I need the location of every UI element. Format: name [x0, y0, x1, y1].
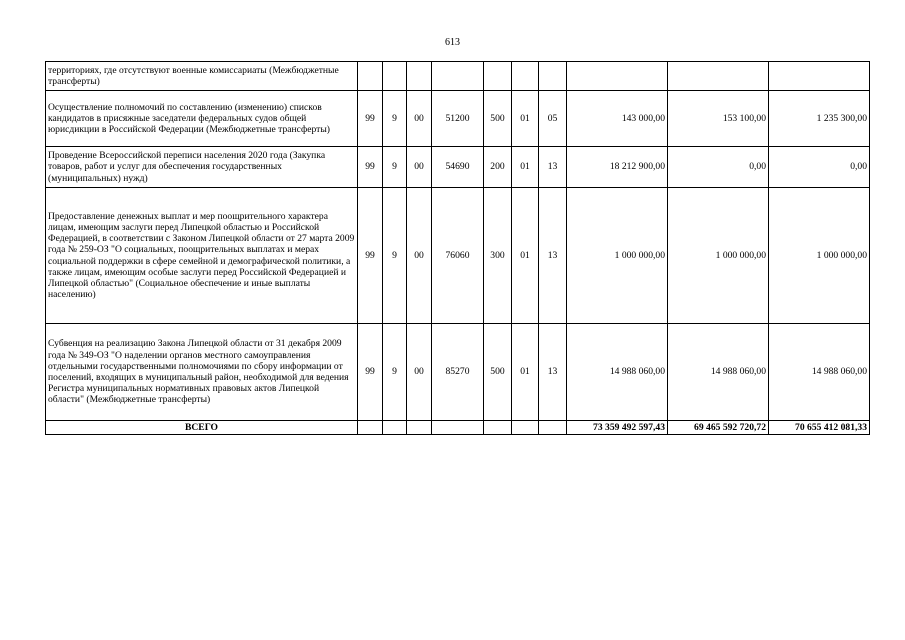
code-cell — [383, 421, 407, 435]
page-number: 613 — [445, 37, 460, 48]
code-cell — [432, 421, 484, 435]
code-cell: 9 — [383, 91, 407, 147]
code-cell: 13 — [539, 324, 567, 421]
code-cell: 9 — [383, 147, 407, 188]
code-cell: 13 — [539, 188, 567, 324]
row-description: Осуществление полномочий по составлению (изменению) списков кандидатов в присяжные заседатели федеральных судов общей юрисдикции в Российской Федерации (Межбюджетные трансферты) — [46, 91, 358, 147]
code-cell — [407, 421, 432, 435]
code-cell: 00 — [407, 91, 432, 147]
amount-year-2 — [668, 62, 769, 91]
table-row — [46, 147, 870, 188]
amount-year-3 — [769, 62, 870, 91]
code-cell: 500 — [484, 324, 512, 421]
code-cell — [358, 62, 383, 91]
row-description: Субвенция на реализацию Закона Липецкой области от 31 декабря 2009 года № 349-ОЗ "О наделении органов местного самоуправления отдельными государственными полномочиями по сбору информации от поселений, входящих в муниципальный район, необходимой для ведения Регистра муниципальных нормативных правовых актов Липецкой области" (Межбюджетные трансферты) — [46, 324, 358, 421]
code-cell: 01 — [512, 147, 539, 188]
code-cell — [432, 62, 484, 91]
total-label: ВСЕГО — [46, 421, 358, 435]
code-cell: 05 — [539, 91, 567, 147]
code-cell: 99 — [358, 324, 383, 421]
amount-year-2: 14 988 060,00 — [668, 324, 769, 421]
row-description: территориях, где отсутствуют военные комиссариаты (Межбюджетные трансферты) — [46, 62, 358, 91]
amount-year-1 — [567, 62, 668, 91]
amount-year-3: 14 988 060,00 — [769, 324, 870, 421]
code-cell: 85270 — [432, 324, 484, 421]
code-cell — [512, 421, 539, 435]
code-cell: 00 — [407, 188, 432, 324]
code-cell: 13 — [539, 147, 567, 188]
amount-year-3: 0,00 — [769, 147, 870, 188]
code-cell: 99 — [358, 188, 383, 324]
code-cell — [358, 421, 383, 435]
code-cell: 01 — [512, 188, 539, 324]
code-cell: 99 — [358, 147, 383, 188]
code-cell: 99 — [358, 91, 383, 147]
table-row — [46, 188, 870, 324]
code-cell — [484, 421, 512, 435]
total-year-2: 69 465 592 720,72 — [668, 421, 769, 435]
budget-table — [45, 61, 870, 435]
row-description: Предоставление денежных выплат и мер поощрительного характера лицам, имеющим заслуги перед Липецкой областью и Российской Федерацией, в соответствии с Законом Липецкой области от 27 марта 2009 года № 259-ОЗ "О социальных, поощрительных выплатах и мерах социальной поддержки в сфере семейной и демографической политики, а также лицам, имеющим особые заслуги перед Российской Федерацией и Липецкой областью" (Социальное обеспечение и иные выплаты населению) — [46, 188, 358, 324]
total-year-1: 73 359 492 597,43 — [567, 421, 668, 435]
table-row — [46, 324, 870, 421]
code-cell — [539, 421, 567, 435]
code-cell — [512, 62, 539, 91]
total-year-3: 70 655 412 081,33 — [769, 421, 870, 435]
code-cell — [539, 62, 567, 91]
code-cell: 9 — [383, 324, 407, 421]
code-cell: 500 — [484, 91, 512, 147]
total-row — [46, 421, 870, 435]
code-cell: 54690 — [432, 147, 484, 188]
code-cell: 00 — [407, 147, 432, 188]
amount-year-3: 1 235 300,00 — [769, 91, 870, 147]
code-cell — [383, 62, 407, 91]
table-row — [46, 62, 870, 91]
amount-year-2: 0,00 — [668, 147, 769, 188]
code-cell: 300 — [484, 188, 512, 324]
amount-year-1: 18 212 900,00 — [567, 147, 668, 188]
code-cell: 01 — [512, 324, 539, 421]
code-cell: 200 — [484, 147, 512, 188]
table-row — [46, 91, 870, 147]
code-cell: 51200 — [432, 91, 484, 147]
amount-year-3: 1 000 000,00 — [769, 188, 870, 324]
amount-year-1: 14 988 060,00 — [567, 324, 668, 421]
amount-year-2: 153 100,00 — [668, 91, 769, 147]
code-cell: 9 — [383, 188, 407, 324]
row-description: Проведение Всероссийской переписи населения 2020 года (Закупка товаров, работ и услуг для обеспечения государственных (муниципальных) нужд) — [46, 147, 358, 188]
code-cell — [407, 62, 432, 91]
amount-year-1: 1 000 000,00 — [567, 188, 668, 324]
amount-year-1: 143 000,00 — [567, 91, 668, 147]
amount-year-2: 1 000 000,00 — [668, 188, 769, 324]
code-cell: 01 — [512, 91, 539, 147]
code-cell: 00 — [407, 324, 432, 421]
code-cell: 76060 — [432, 188, 484, 324]
code-cell — [484, 62, 512, 91]
